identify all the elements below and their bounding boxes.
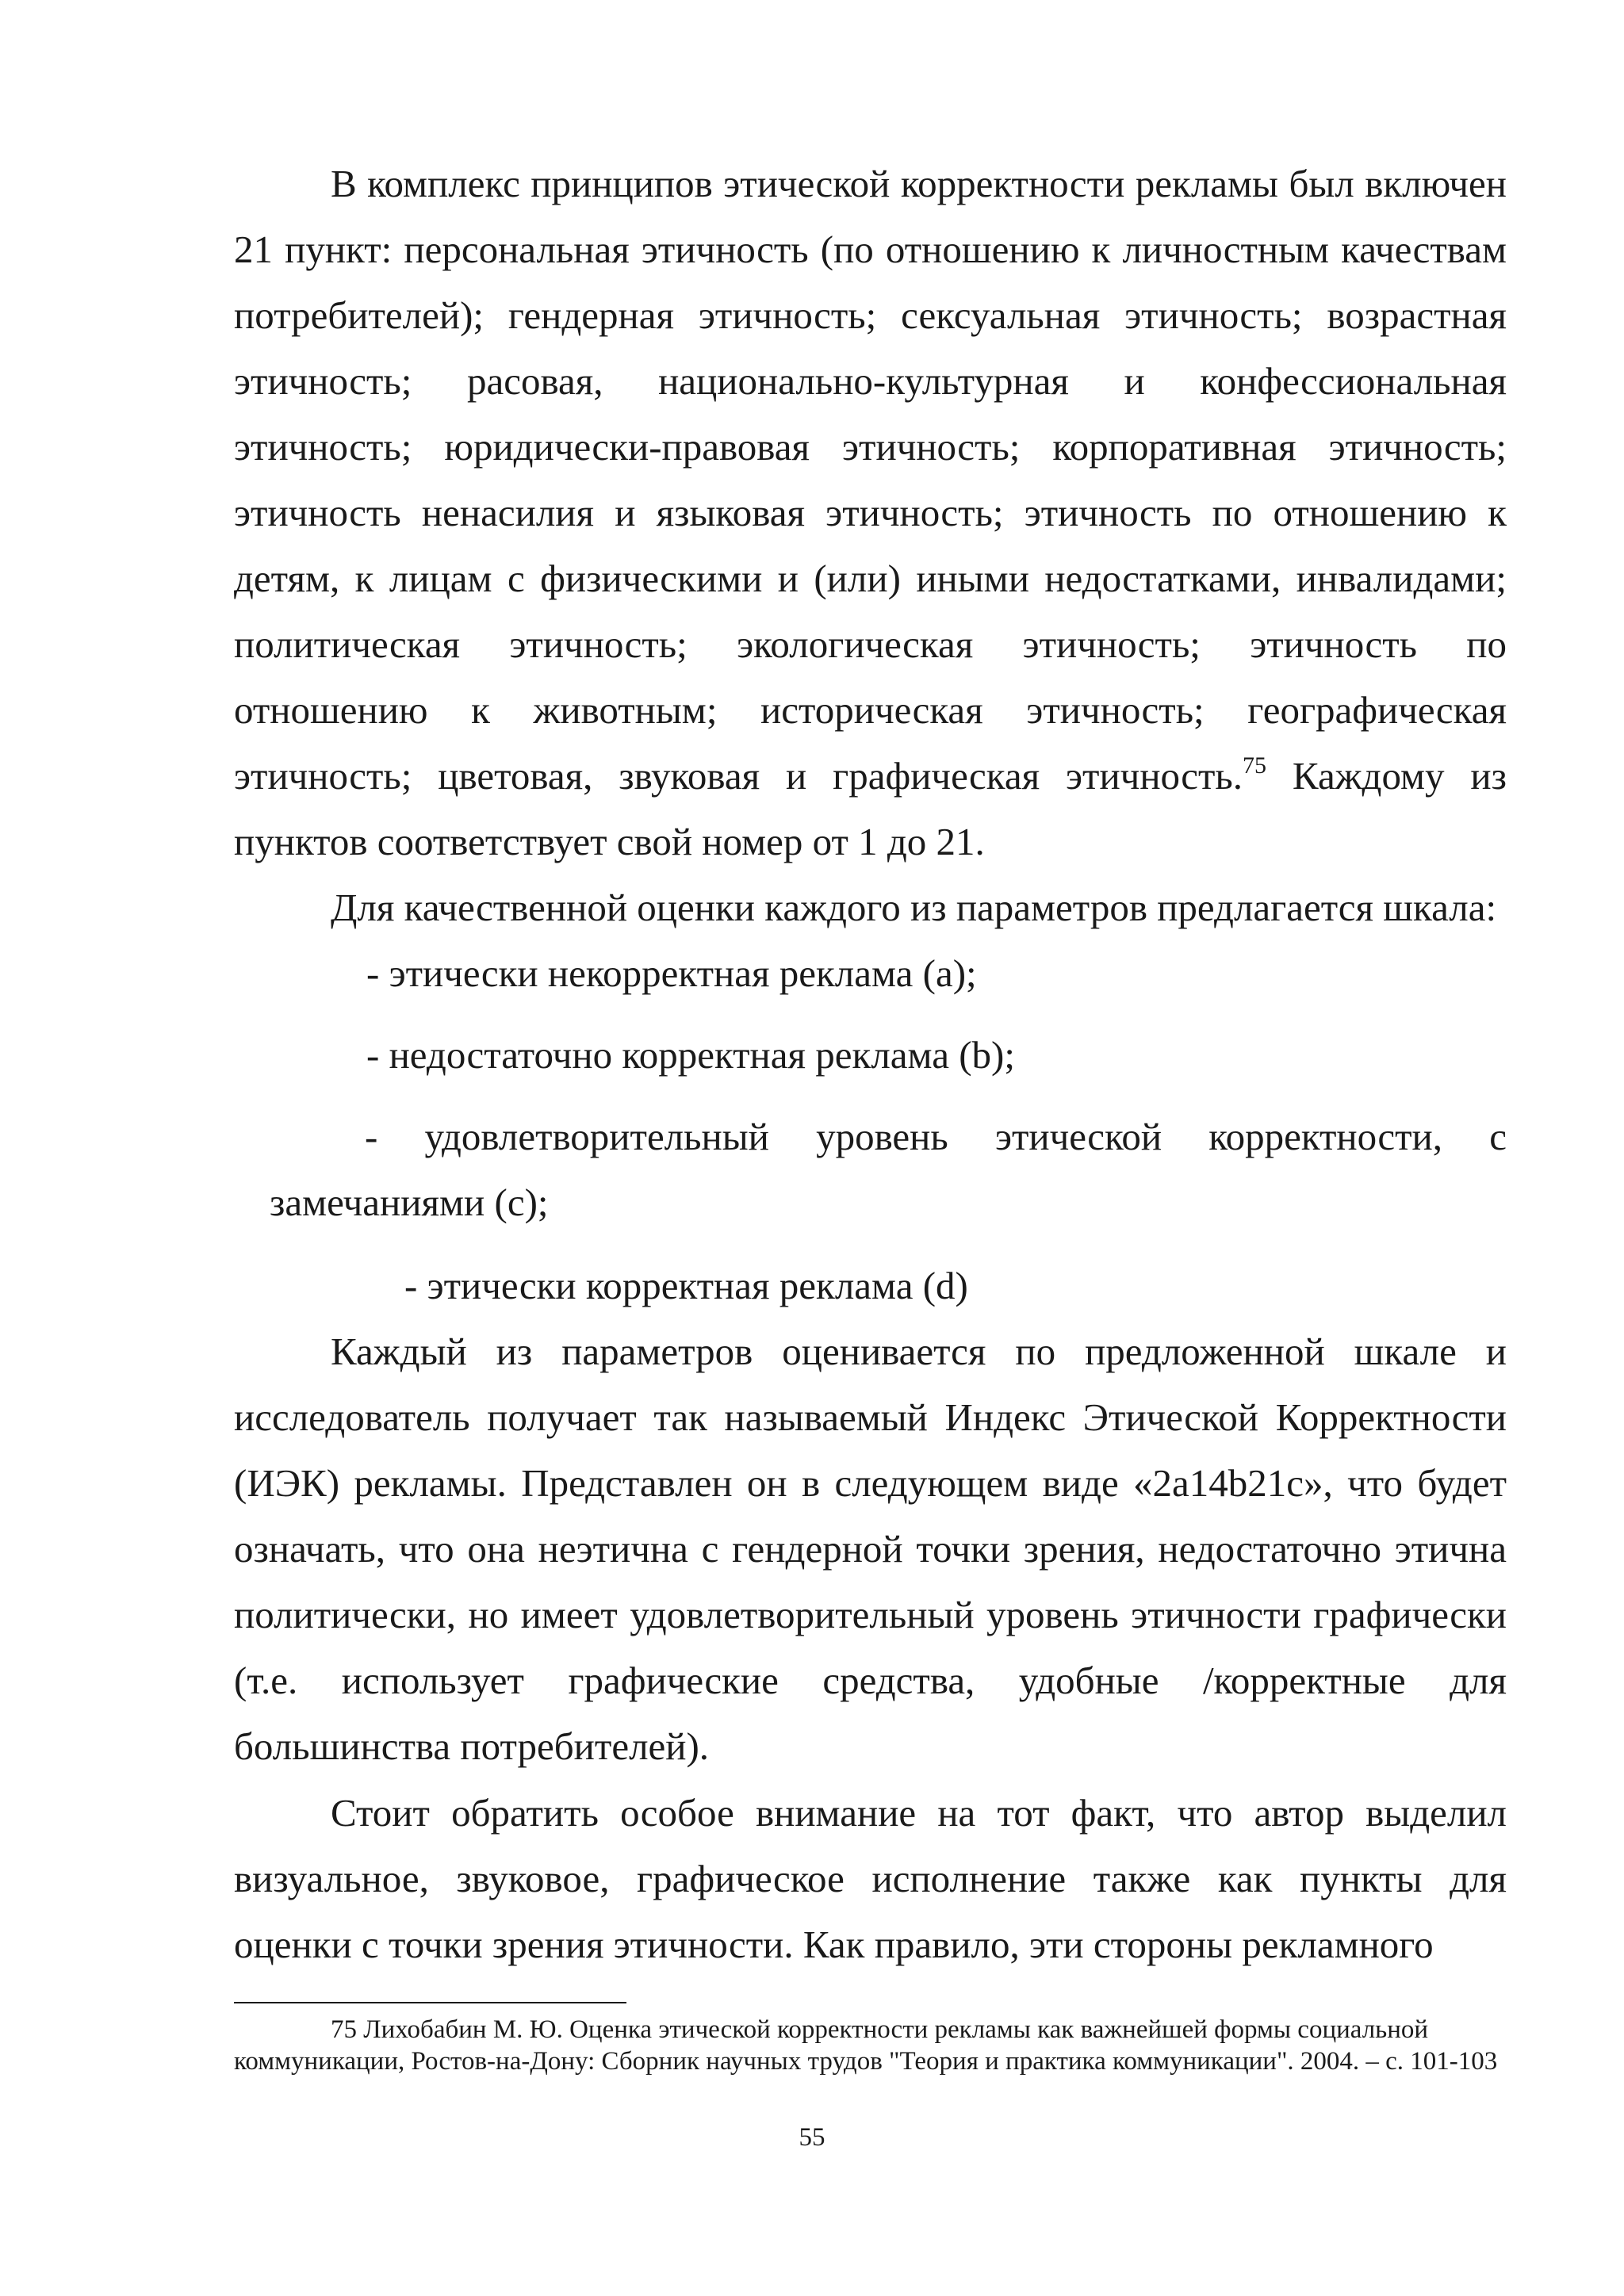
paragraph-principles [234,151,1507,874]
paragraph-index: Каждый из параметров оценивается по предложенной шкале и исследователь получает так называемый Индекс Этической Корректности (ИЭК) рекламы. Представлен он в следующем виде «2a14b21c», что будет означать, что она неэтична с гендерной точки зрения, недостаточно этична политически, но имеет удовлетворительный уровень этичности графически (т.е. использует графические средства, удобные /корректные для большинства потребителей). [234,1330,1507,1768]
scale-item-a: - этически некорректная реклама (a); [366,951,977,995]
scale-item-d: - этически корректная реклама (d) [404,1264,968,1307]
paragraph-principles-tail: Каждому из пунктов соответствует свой номер от 1 до 21. [234,754,1507,863]
footnote [234,2014,1507,2077]
paragraph-principles-text: В комплекс принципов этической корректности рекламы был включен 21 пункт: персональная этичность (по отношению к личностным качествам потребителей); гендерная этичность; сексуальная этичность; возрастная этичность; расовая, национально-культурная и конфессиональная этичность; юридически-правовая этичность; корпоративная этичность; этичность ненасилия и языковая этичность; этичность по отношению к детям, к лицам с физическими и (или) иными недостатками, инвалидами; политическая этичность; экологическая этичность; этичность по отношению к животным; историческая этичность; географическая этичность; цветовая, звуковая и графическая этичность. [234,162,1507,798]
footnote-text: 75 Лихобабин М. Ю. Оценка этической корректности рекламы как важнейшей формы социальной коммуникации, Ростов-на-Дону: Сборник научных трудов "Теория и практика коммуникации". 2004. – с. 101-103 [234,2015,1498,2076]
scale-item-c-line1: - удовлетворительный уровень этической корректности, с [365,1115,1507,1158]
paragraph-attention: Стоит обратить особое внимание на тот факт, что автор выделил визуальное, звуковое, графическое исполнение также как пункты для оценки с точки зрения этичности. Как правило, эти стороны рекламного [234,1791,1507,1966]
footnote-reference: 75 [1243,752,1267,779]
scale-item-c-line2: замечаниями (c); [270,1181,549,1224]
paragraph-scale-intro: Для качественной оценки каждого из параметров предлагается шкала: [331,886,1497,929]
page-number: 55 [799,2123,825,2152]
footnote-separator [234,2002,626,2003]
scale-item-c [270,1104,1507,1235]
scale-item-b: - недостаточно корректная реклама (b); [366,1033,1015,1077]
